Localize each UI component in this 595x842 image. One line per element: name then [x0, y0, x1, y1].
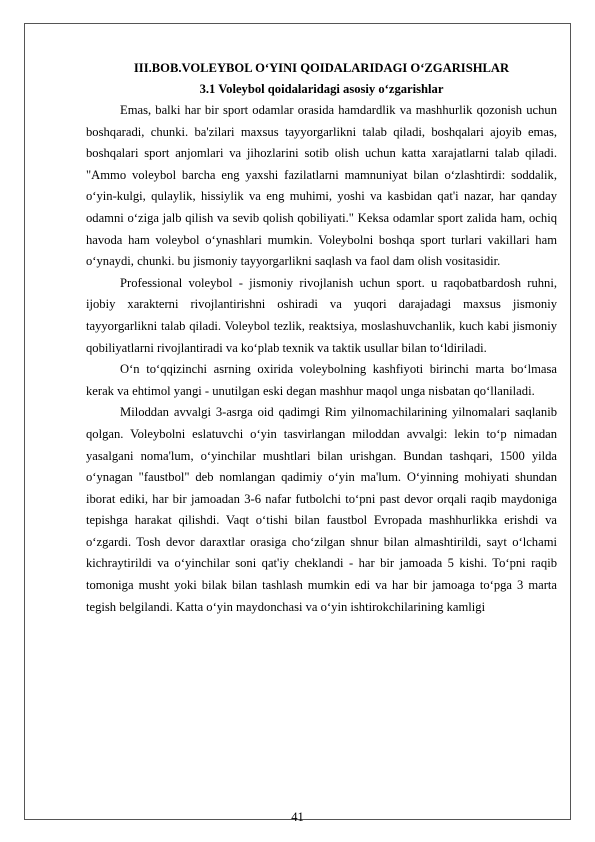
paragraph: Miloddan avvalgi 3-asrga oid qadimgi Rim yilnomachilarining yilnomalari saqlanib qolgan. Voleybolni eslatuvchi o‘yin tasvirlangan miloddan avvalgi: lekin to‘p nimadan yasalgani noma'lum, o‘yinchilar mushtlari bilan urishgan. Bundan tashqari, 1500 yilda o‘ynagan "faustbol" deb nomlangan qadimiy o‘yin ma'lum. O‘yinning mohiyati shundan iborat ediki, har bir jamoadan 3-6 nafar futbolchi to‘pni past devor orqali raqib maydoniga tepishga harakat qilishdi. Vaqt o‘tishi bilan faustbol Evropada mashhurlikka erishdi va o‘zgardi. Tosh devor daraxtlar orasiga cho‘zilgan shnur bilan almashtirildi, sayt o‘lchami kichraytirildi va o‘yinchilar soni qat'iy cheklandi - har bir jamoada 5 kishi. To‘pni raqib tomoniga musht yoki bilak bilan tashlash mumkin edi va har bir jamoaga to‘pga 3 marta tegish belgilandi. Katta o‘yin maydonchasi va o‘yin ishtirokchilarining kamligi — [86, 405, 557, 614]
page-number: 41 — [291, 810, 304, 824]
paragraph: Emas, balki har bir sport odamlar orasida hamdardlik va mashhurlik qozonish uchun boshqaradi, chunki. ba'zilari maxsus tayyorgarlikni talab qiladi, boshqalari ajoyib emas, boshqalari sport anjomlari va jihozlarini sotib olish uchun katta xarajatlarni talab qiladi. "Ammo voleybol barcha eng yaxshi fazilatlarni mamnuniyat bilan o‘zlashtirdi: soddalik, o‘yin-kulgi, qulaylik, hissiylik va eng muhimi, yoshi va kasbidan qat'i nazar, har qanday odamni o‘ziga jalb qilish va sevib qolish qobiliyati." Keksa odamlar sport zalida ham, ochiq havoda ham voleybol o‘ynashlari mumkin. Voleybolni boshqa sport turlari vakillari ham o‘ynaydi, chunki. bu jismoniy tayyorgarlikni saqlash va faol dam olish vositasidir. — [86, 103, 557, 269]
paragraph: O‘n to‘qqizinchi asrning oxirida voleybolning kashfiyoti birinchi marta bo‘lmasa kerak va ehtimol yangi - unutilgan eski degan mashhur maqol unga nisbatan qo‘llaniladi. — [86, 362, 557, 398]
paragraph: Professional voleybol - jismoniy rivojlanish uchun sport. u raqobatbardosh ruhni, ijobiy xarakterni rivojlantirishni oshiradi va yuqori darajadagi maxsus jismoniy tayyorgarlikni talab qiladi. Voleybol tezlik, reaktsiya, moslashuvchanlik, kuch kabi jismoniy qobiliyatlarni rivojlantiradi va ko‘plab texnik va taktik usullar bilan to‘ldiriladi. — [86, 275, 557, 355]
section-title: 3.1 Voleybol qoidalaridagi asosiy o‘zgarishlar — [199, 82, 444, 96]
chapter-title: III.BOB.VOLEYBOL O‘YINI QOIDALARIDAGI O‘ZGARISHLAR — [133, 61, 510, 75]
page-content — [86, 58, 557, 618]
